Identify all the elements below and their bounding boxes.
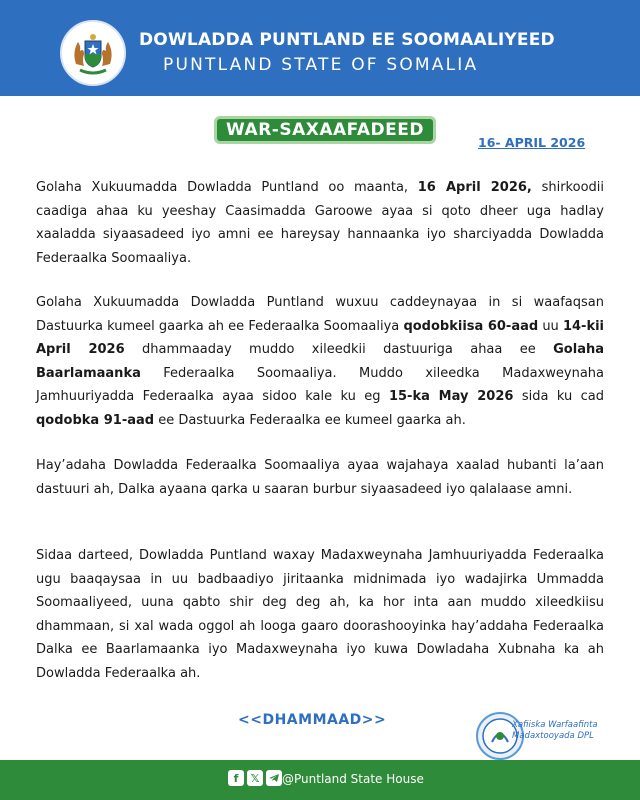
facebook-icon[interactable]: f — [228, 770, 244, 786]
media-office-line1: Xafiiska Warfaafinta — [512, 720, 598, 730]
paragraph-3 — [36, 454, 604, 501]
telegram-icon[interactable] — [266, 770, 282, 786]
bold-text-run: 15-ka May 2026 — [388, 389, 514, 404]
footer-handle[interactable]: @Puntland State House — [282, 772, 424, 786]
press-release-badge: WAR-SAXAAFADEED — [214, 116, 436, 144]
paragraph-4 — [36, 544, 604, 685]
closing-mark: <<DHAMMAAD>> — [238, 712, 387, 728]
x-icon[interactable]: 𝕏 — [247, 770, 263, 786]
text-run: Sidaa darteed, Dowladda Puntland waxay Madaxweynaha Jamhuuriyadda Federaalka ugu baaqaysaa in uu badbaadiyo jiritaanka midnimada iyo wadajirka Ummadda Soomaaliyeed, uuna qabto shir deg deg ah, ka hor inta aan muddo xileedkiisu dhammaan, si xal wada oggol ah looga gaaro doorashooyinka hay’addaha Federaalka Dalka ee Baarlamaanka iyo Madaxweynaha iyo kuwa Dowladaha Xubnaha ka ah Dowladda Federaalka ah. — [36, 548, 604, 681]
text-run: dhammaaday muddo xileedkii dastuuriga ahaa ee — [124, 342, 554, 357]
bold-text-run: qodobkiisa 60-aad — [403, 318, 539, 334]
text-run: sida ku cad — [513, 389, 605, 404]
coat-of-arms-graphic — [64, 24, 122, 82]
coat-of-arms-icon — [60, 20, 126, 86]
paragraph-1 — [36, 176, 604, 270]
header-title-english: PUNTLAND STATE OF SOMALIA — [163, 55, 479, 75]
text-run: Golaha Xukuumadda Dowladda Puntland wuxuu caddeynayaa in si waafaqsan Dastuurka kumeel gaarka ah ee Federaalka Soomaaliya — [36, 295, 604, 334]
release-date: 16- APRIL 2026 — [478, 135, 586, 150]
text-run: Federaalka Soomaaliya. Muddo xileedka Madaxweynaha Jamhuuriyadda Federaalka ayaa sidoo kale ku eg — [36, 365, 604, 404]
text-run: shirkoodii caadiga ahaa ku yeeshay Caasimadda Garoowe ayaa si qoto dheer uga hadlay xaaladda siyaasadeed iyo amni ee hareysay hannaanka iyo sharciyadda Dowladda Federaalka Soomaaliya. — [36, 180, 605, 266]
text-run: ee Dastuurka Federaalka ee kumeel gaarka ah. — [154, 412, 466, 428]
text-run: uu — [538, 318, 563, 334]
text-run: Golaha Xukuumadda Dowladda Puntland oo maanta, — [36, 180, 418, 195]
bold-text-run: 16 April 2026, — [417, 180, 532, 195]
text-run: Hay’adaha Dowladda Federaalka Soomaaliya ayaa wajahaya xaalad hubanti la’aan dastuuri ah, Dalka ayaana qarka u saaran burbur siyaasadeed iyo qalalaase amni. — [36, 458, 604, 497]
bold-text-run: Golaha Baarlamaanka — [36, 342, 604, 381]
paragraph-2 — [36, 291, 604, 432]
header-title-somali: DOWLADDA PUNTLAND EE SOOMAALIYEED — [139, 30, 555, 50]
bold-text-run: 14-kii April 2026 — [36, 318, 604, 357]
telegram-glyph — [268, 772, 280, 784]
media-office-line2: Madaxtooyada DPL — [512, 731, 594, 741]
media-office-caption — [512, 720, 598, 742]
bold-text-run: qodobka 91-aad — [36, 412, 155, 428]
